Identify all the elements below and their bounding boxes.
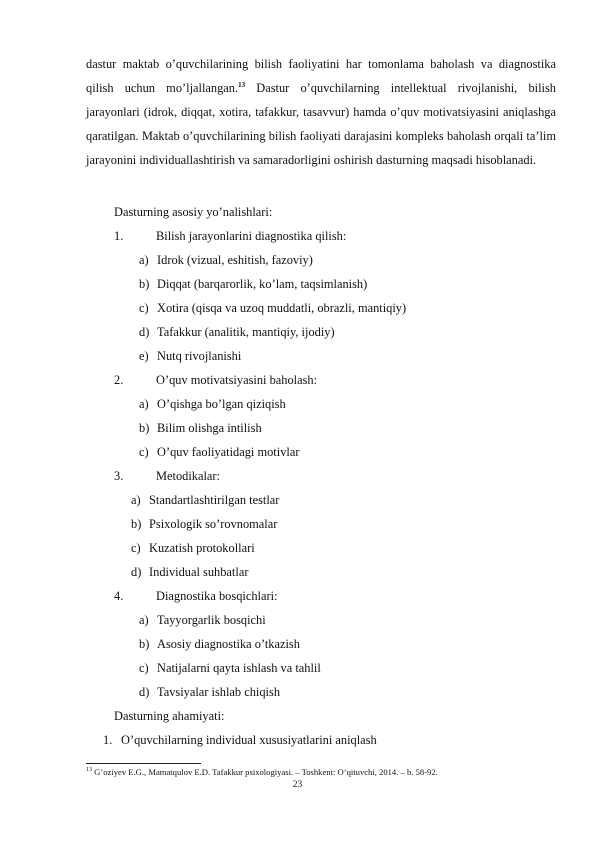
list-item-letter: a)	[131, 493, 141, 507]
section-title: Bilish jarayonlarini diagnostika qilish:	[156, 229, 347, 243]
section-number: 1.	[114, 229, 124, 243]
list-item-letter: a)	[139, 253, 149, 267]
list-item: Tayyorgarlik bosqichi	[157, 613, 266, 627]
list-item: O’qishga bo’lgan qiziqish	[157, 397, 286, 411]
list-item: Nutq rivojlanishi	[157, 349, 242, 363]
footnote	[86, 767, 438, 778]
section-number: 4.	[114, 589, 124, 603]
list-item: Diqqat (barqarorlik, ko’lam, taqsimlanish)	[157, 277, 368, 291]
list-item: Standartlashtirilgan testlar	[149, 493, 280, 507]
list-item-letter: c)	[139, 661, 149, 675]
list-item: Individual suhbatlar	[149, 565, 249, 579]
intro-text-part2: Dastur o’quvchilarning intellektual rivojlanishi, bilish jarayonlari (idrok, diqqat, xotira, tafakkur, tasavvur) hamda o’quv motivatsiyasini aniqlashga qaratilgan. Maktab o’quvchilarining bilish faoliyati darajasini kompleks baholash orqali ta’lim jarayonini individuallashtirish va samaradorligini oshirish dasturning maqsadi hisoblanadi.	[86, 81, 556, 167]
list-item-letter: c)	[131, 541, 141, 555]
list-item: Tafakkur (analitik, mantiqiy, ijodiy)	[157, 325, 335, 339]
list-item-letter: d)	[139, 685, 150, 699]
list-item-letter: b)	[139, 277, 150, 291]
directions-heading: Dasturning asosiy yo’nalishlari:	[114, 205, 273, 219]
list-item-letter: a)	[139, 613, 149, 627]
list-item-letter: e)	[139, 349, 149, 363]
section-number: 3.	[114, 469, 124, 483]
importance-heading: Dasturning ahamiyati:	[114, 709, 225, 723]
list-item-letter: c)	[139, 301, 149, 315]
page-number: 23	[292, 780, 303, 790]
list-item: Psixologik so’rovnomalar	[149, 517, 278, 531]
footnote-divider	[86, 763, 201, 764]
footnote-text: G’oziyev E.G., Mamatqulov E.D. Tafakkur psixologiyasi. – Toshkent: O’qituvchi, 2014. – b. 58-92.	[92, 767, 438, 777]
list-item: O’quv faoliyatidagi motivlar	[157, 445, 300, 459]
footnote-reference[interactable]: 13	[238, 80, 246, 89]
footnote-number: 13	[86, 767, 92, 774]
list-item-letter: c)	[139, 445, 149, 459]
section-title: O’quv motivatsiyasini baholash:	[156, 373, 318, 387]
importance-item: O’quvchilarning individual xususiyatlarini aniqlash	[121, 733, 377, 747]
intro-text-part1: dastur maktab o’quvchilarining bilish faoliyatini har tomonlama baholash va diagnostika qilish uchun mo’ljallangan.	[86, 57, 556, 95]
list-item-letter: b)	[131, 517, 142, 531]
section-title: Metodikalar:	[156, 469, 220, 483]
list-item: Tavsiyalar ishlab chiqish	[157, 685, 281, 699]
list-item: Xotira (qisqa va uzoq muddatli, obrazli, mantiqiy)	[157, 301, 407, 315]
list-item: Kuzatish protokollari	[149, 541, 255, 555]
list-item: Idrok (vizual, eshitish, fazoviy)	[157, 253, 313, 267]
list-item: Asosiy diagnostika o’tkazish	[157, 637, 300, 651]
section-number: 2.	[114, 373, 124, 387]
list-item-letter: a)	[139, 397, 149, 411]
section-title: Diagnostika bosqichlari:	[156, 589, 278, 603]
list-item-letter: b)	[139, 637, 150, 651]
list-item-letter: b)	[139, 421, 150, 435]
list-item: Natijalarni qayta ishlash va tahlil	[157, 661, 321, 675]
list-item: Bilim olishga intilish	[157, 421, 262, 435]
importance-item-number: 1.	[103, 733, 113, 747]
intro-paragraph	[86, 52, 556, 172]
list-item-letter: d)	[139, 325, 150, 339]
list-item-letter: d)	[131, 565, 142, 579]
